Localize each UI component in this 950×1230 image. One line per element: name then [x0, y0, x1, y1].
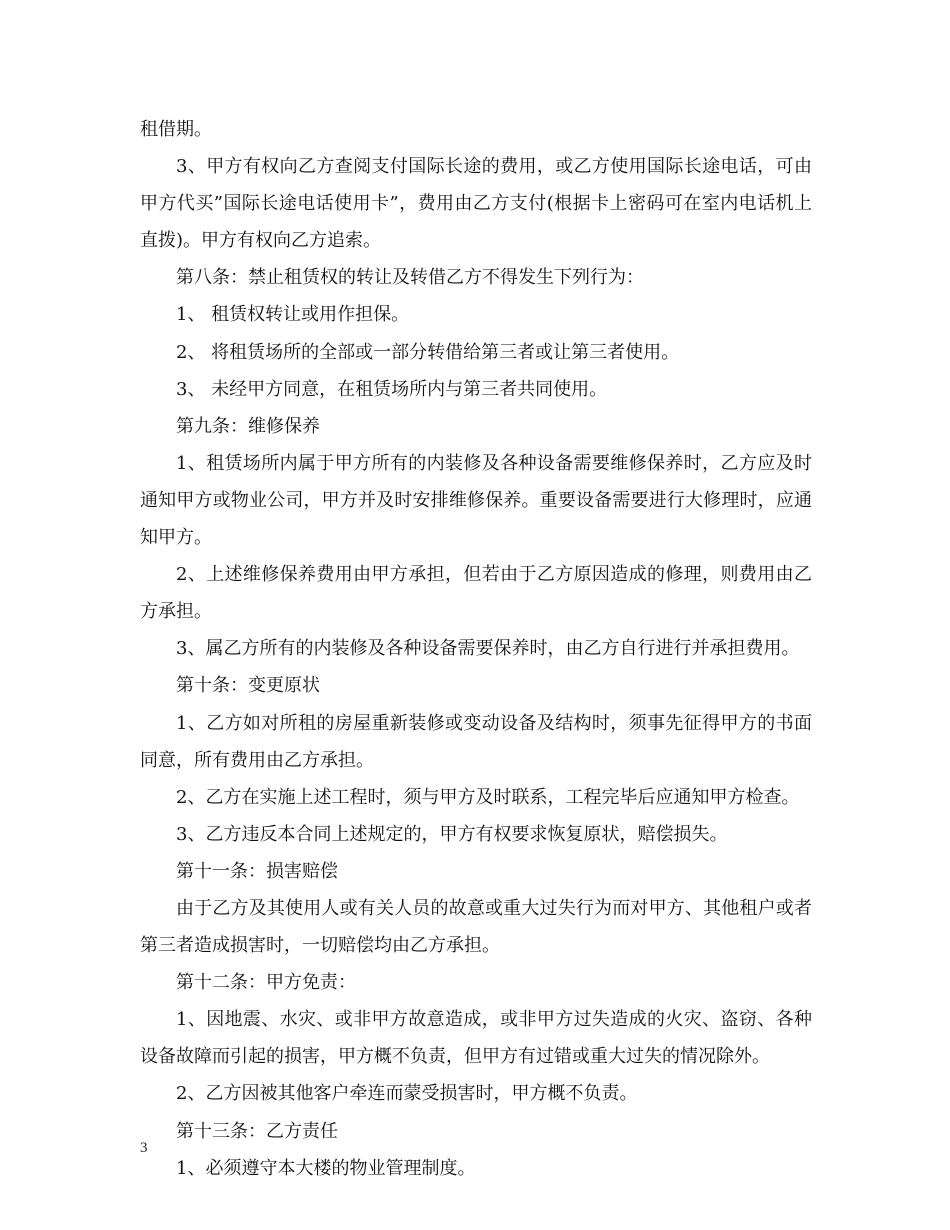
paragraph-12: 1、乙方如对所租的房屋重新装修或变动设备及结构时，须事先征得甲方的书面同意，所有费用由乙方承担。: [140, 712, 812, 771]
article-13-heading: 第十三条：乙方责任: [176, 1120, 338, 1142]
paragraph-2: 3、甲方有权向乙方查阅支付国际长途的费用，或乙方使用国际长途电话，可由甲方代买”国际长途电话使用卡”，费用由乙方支付(根据卡上密码可在室内电话机上直拨)。甲方有权向乙方追索。: [140, 156, 812, 252]
paragraph-5: 2、 将租赁场所的全部或一部分转借给第三者或让第三者使用。: [176, 341, 680, 363]
article-9-heading: 第九条：维修保养: [176, 415, 320, 437]
paragraph-16: 由于乙方及其使用人或有关人员的故意或重大过失行为而对甲方、其他租户或者第三者造成损害时，一切赔偿均由乙方承担。: [140, 897, 812, 957]
paragraph-8: 1、租赁场所内属于甲方所有的内装修及各种设备需要维修保养时，乙方应及时通知甲方或物业公司，甲方并及时安排维修保养。重要设备需要进行大修理时，应通知甲方。: [140, 452, 812, 549]
paragraph-6: 3、 未经甲方同意，在租赁场所内与第三者共同使用。: [176, 378, 608, 400]
paragraph-18: 1、因地震、水灾、或非甲方故意造成，或非甲方过失造成的火灾、盗窃、各种设备故障而引起的损害，甲方概不负责，但甲方有过错或重大过失的情况除外。: [140, 1009, 812, 1068]
paragraph-10: 3、属乙方所有的内装修及各种设备需要保养时，由乙方自行进行并承担费用。: [176, 638, 800, 660]
article-8-heading: 第八条：禁止租赁权的转让及转借乙方不得发生下列行为：: [176, 267, 644, 289]
document-body: [140, 111, 812, 1187]
paragraph-19: 2、乙方因被其他客户牵连而蒙受损害时，甲方概不负责。: [176, 1083, 638, 1105]
paragraph-4: 1、 租赁权转让或用作担保。: [176, 304, 410, 326]
article-11-heading: 第十一条：损害赔偿: [176, 860, 338, 882]
article-12-heading: 第十二条：甲方免责：: [176, 972, 356, 994]
paragraph-9: 2、上述维修保养费用由甲方承担，但若由于乙方原因造成的修理，则费用由乙方承担。: [140, 564, 812, 623]
paragraph-21: 1、必须遵守本大楼的物业管理制度。: [176, 1157, 476, 1179]
paragraph-1: 租借期。: [140, 119, 212, 140]
paragraph-14: 3、乙方违反本合同上述规定的，甲方有权要求恢复原状，赔偿损失。: [176, 823, 728, 845]
article-10-heading: 第十条：变更原状: [176, 675, 320, 697]
paragraph-13: 2、乙方在实施上述工程时，须与甲方及时联系，工程完毕后应通知甲方检查。: [176, 786, 800, 808]
page-number: 3: [140, 1140, 148, 1156]
